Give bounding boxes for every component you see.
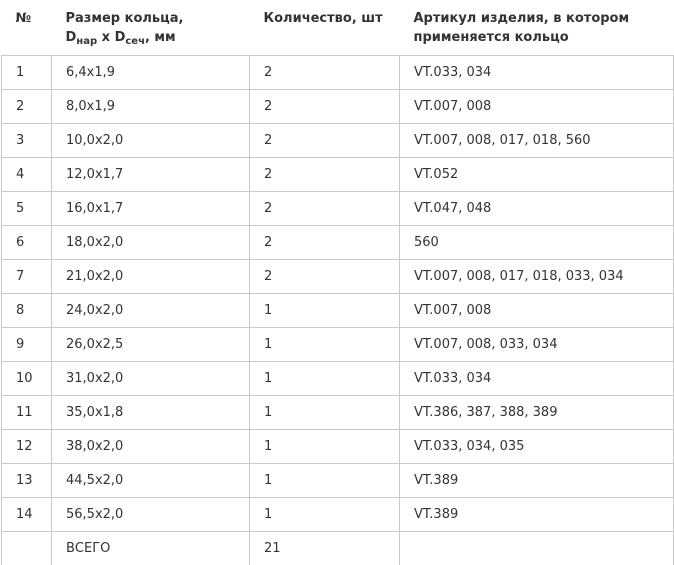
cell-article: VT.007, 008	[400, 293, 674, 327]
table-body	[2, 55, 674, 565]
cell-size: 26,0x2,5	[52, 327, 250, 361]
cell-num: 2	[2, 89, 52, 123]
cell-qty: 1	[250, 395, 400, 429]
cell-num: 7	[2, 259, 52, 293]
cell-article: VT.007, 008, 033, 034	[400, 327, 674, 361]
table-header	[2, 0, 674, 55]
cell-size: 56,5x2,0	[52, 497, 250, 531]
cell-article: 560	[400, 225, 674, 259]
cell-num: 12	[2, 429, 52, 463]
cell-size: 21,0x2,0	[52, 259, 250, 293]
table-row	[2, 157, 674, 191]
cell-qty: 2	[250, 225, 400, 259]
table-row	[2, 497, 674, 531]
cell-article: VT.389	[400, 463, 674, 497]
header-size-line1: Размер кольца,	[65, 11, 184, 26]
cell-num: 6	[2, 225, 52, 259]
cell-num: 8	[2, 293, 52, 327]
cell-article: VT.052	[400, 157, 674, 191]
total-label: ВСЕГО	[52, 531, 250, 565]
table-row	[2, 395, 674, 429]
cell-size: 10,0x2,0	[52, 123, 250, 157]
cell-num: 10	[2, 361, 52, 395]
cell-num-empty	[2, 531, 52, 565]
cell-qty: 2	[250, 259, 400, 293]
cell-qty: 1	[250, 463, 400, 497]
cell-article: VT.007, 008, 017, 018, 560	[400, 123, 674, 157]
table-row	[2, 259, 674, 293]
cell-size: 24,0x2,0	[52, 293, 250, 327]
cell-size: 38,0x2,0	[52, 429, 250, 463]
table-row	[2, 191, 674, 225]
cell-num: 9	[2, 327, 52, 361]
cell-qty: 2	[250, 55, 400, 89]
cell-size: 31,0x2,0	[52, 361, 250, 395]
table-row	[2, 55, 674, 89]
table-row	[2, 463, 674, 497]
cell-article: VT.389	[400, 497, 674, 531]
cell-size: 16,0x1,7	[52, 191, 250, 225]
total-row	[2, 531, 674, 565]
header-size-d2: D	[114, 30, 126, 45]
cell-qty: 1	[250, 497, 400, 531]
cell-num: 4	[2, 157, 52, 191]
cell-qty: 1	[250, 429, 400, 463]
o-ring-table	[1, 0, 674, 565]
cell-size: 12,0x1,7	[52, 157, 250, 191]
cell-qty: 2	[250, 191, 400, 225]
header-size	[52, 0, 250, 55]
cell-num: 14	[2, 497, 52, 531]
cell-num: 3	[2, 123, 52, 157]
cell-article: VT.033, 034, 035	[400, 429, 674, 463]
cell-qty: 1	[250, 327, 400, 361]
cell-article: VT.007, 008, 017, 018, 033, 034	[400, 259, 674, 293]
cell-qty: 2	[250, 123, 400, 157]
header-num	[2, 0, 52, 55]
cell-qty: 1	[250, 361, 400, 395]
table-row	[2, 225, 674, 259]
cell-article: VT.047, 048	[400, 191, 674, 225]
table-row	[2, 361, 674, 395]
cell-qty: 2	[250, 157, 400, 191]
cell-article: VT.386, 387, 388, 389	[400, 395, 674, 429]
header-size-x: x	[97, 30, 115, 45]
header-num-label: №	[15, 11, 32, 26]
cell-size: 6,4x1,9	[52, 55, 250, 89]
cell-num: 13	[2, 463, 52, 497]
cell-article: VT.033, 034	[400, 55, 674, 89]
header-article-line1: Артикул изделия, в котором	[413, 11, 630, 26]
cell-size: 8,0x1,9	[52, 89, 250, 123]
header-size-unit: , мм	[144, 30, 176, 45]
cell-article-empty	[400, 531, 674, 565]
cell-num: 1	[2, 55, 52, 89]
header-size-d2-sub: сеч	[125, 36, 145, 47]
table-row	[2, 123, 674, 157]
header-row	[2, 0, 674, 55]
cell-size: 18,0x2,0	[52, 225, 250, 259]
table-row	[2, 293, 674, 327]
table-row	[2, 327, 674, 361]
header-size-d1-sub: нар	[76, 36, 98, 47]
header-qty-label: Количество, шт	[263, 11, 383, 26]
header-qty	[250, 0, 400, 55]
header-article-line2: применяется кольцо	[413, 30, 569, 45]
table-row	[2, 89, 674, 123]
cell-num: 5	[2, 191, 52, 225]
header-size-d1: D	[65, 30, 77, 45]
table-row	[2, 429, 674, 463]
cell-article: VT.033, 034	[400, 361, 674, 395]
cell-size: 44,5x2,0	[52, 463, 250, 497]
cell-qty: 1	[250, 293, 400, 327]
cell-num: 11	[2, 395, 52, 429]
cell-article: VT.007, 008	[400, 89, 674, 123]
cell-size: 35,0x1,8	[52, 395, 250, 429]
cell-qty: 2	[250, 89, 400, 123]
header-article	[400, 0, 674, 55]
total-qty: 21	[250, 531, 400, 565]
